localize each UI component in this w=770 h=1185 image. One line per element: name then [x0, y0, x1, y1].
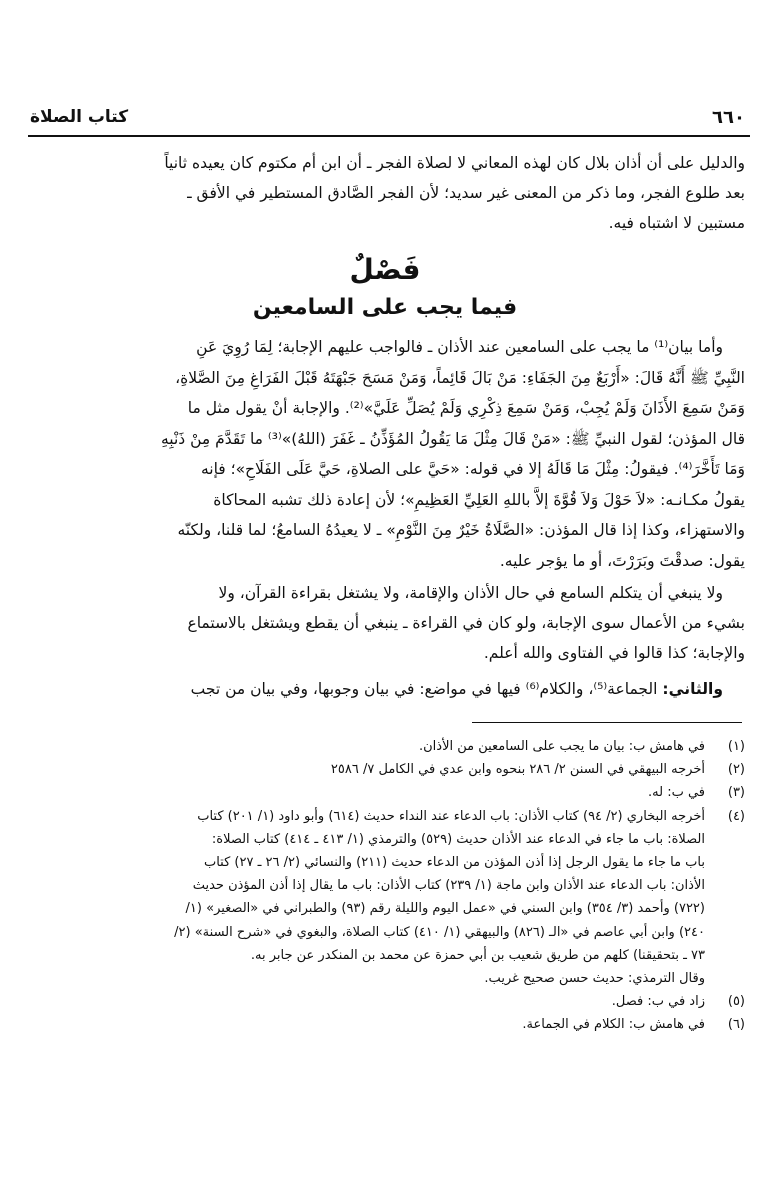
footnote-rule: [472, 722, 742, 723]
text-line: وأما بيان⁽¹⁾ ما يجب على السامعين عند الأذان ـ فالواجب عليهم الإجابة؛ لِمَا رُوِيَ عَنِ: [196, 338, 723, 356]
text-line: يقول: صدقْتَ وبَرَرْتَ، أو ما يؤجر عليه.: [499, 551, 745, 570]
footnote-line: باب ما جاء ما يقول الرجل إذا أذن المؤذن من الدعاء حديث (٢١١) والنسائي (٢/ ٢٦ ـ ٢٧) كتاب: [203, 855, 705, 871]
paragraph-text: الجماعة⁽⁵⁾، والكلام⁽⁶⁾ فيها في مواضع: في بيان وجوبها، وفي بيان من تجب: [190, 680, 663, 698]
page-number: ٦٦٠: [712, 106, 745, 128]
body-paragraph-conduct: [30, 578, 745, 668]
text-line: بعد طلوع الفجر، وما ذكر من المعنى غير سديد؛ لأن الفجر الصَّادق المستطير في الأفق ـ: [187, 184, 745, 202]
running-header: [30, 103, 745, 131]
text-line: قال المؤذن؛ لقول النبيِّ ﷺ: «مَنْ قَالَ مِثْلَ مَا يَقُولُ المُؤَذِّنُ ـ غَفَرَ (اللهُ)»⁽³⁾ ما تَقَدَّمَ مِنْ ذَنْبِهِ: [160, 429, 745, 448]
footnote-line: أخرجه البيهقي في السنن ٢/ ٢٨٦ بنحوه وابن عدي في الكامل ٧/ ٢٥٨٦: [330, 762, 705, 778]
body-paragraph-listeners: [30, 332, 745, 576]
footnote-line: في هامش ب: بيان ما يجب على السامعين من الأذان.: [418, 739, 705, 754]
footnote-line: في هامش ب: الكلام في الجماعة.: [522, 1017, 705, 1033]
footnote-line: في ب: له.: [648, 785, 705, 801]
paragraph-lead: والثاني:: [662, 680, 723, 698]
footnote-number: (٢): [727, 762, 745, 778]
footnote-number: (٤): [727, 808, 745, 824]
footnotes: [30, 735, 745, 1037]
footnote-line: وقال الترمذي: حديث حسن صحيح غريب.: [484, 971, 705, 987]
running-title: كتاب الصلاة: [30, 107, 129, 127]
text-line: والدليل على أن أذان بلال كان لهذه المعاني لا لصلاة الفجر ـ أن ابن أم مكتوم كان يعيده ثانياً: [164, 154, 745, 172]
text-line: مستبين لا اشتباه فيه.: [608, 214, 745, 232]
footnote-line: أخرجه البخاري (٢/ ٩٤) كتاب الأذان: باب الدعاء عند النداء حديث (٦١٤) وأبو داود (١/ ٢٠١) كتاب: [197, 808, 705, 824]
footnote: [30, 1013, 745, 1036]
footnote-line: ٧٣ ـ بتحقيقنا) كلهم من طريق شعيب بن أبي حمزة عن محمد بن المنكدر عن جابر به.: [250, 947, 705, 963]
footnote-line: الصلاة: باب ما جاء في الدعاء عند الأذان حديث (٥٢٩) والترمذي (١/ ٤١٣ ـ ٤١٤) كتاب الصلاة:: [211, 831, 705, 847]
text-line: والاستهزاء، وكذا إذا قال المؤذن: «الصَّلَاةُ خَيْرٌ مِنَ النَّوْمِ» ـ لا يعيدُهُ السامعُ؛ لما قلنا، ولكنّه: [177, 521, 745, 539]
text-line: والإجابة؛ كذا قالوا في الفتاوى والله أعلم.: [483, 644, 745, 662]
footnote-number: (٦): [727, 1017, 745, 1033]
footnote-number: (١): [727, 739, 745, 754]
section-heading: فَصْلٌ: [349, 253, 421, 286]
text-line: ولا ينبغي أن يتكلم السامع في حال الأذان والإقامة، ولا يشتغل بقراءة القرآن، ولا: [218, 584, 723, 602]
footnote-line: زاد في ب: فصل.: [611, 994, 705, 1010]
text-line: وَمَنْ سَمِعَ الأَذَانَ وَلَمْ يُجِبْ، وَمَنْ سَمِعَ ذِكْرِي وَلَمْ يُصَلِّ عَلَيَّ»⁽²⁾. والإجابة أنْ يقول مثل ما: [187, 399, 745, 417]
footnote-line: (٧٢٢) وأحمد (٣/ ٣٥٤) وابن السني في «عمل اليوم والليلة رقم (٩٣) والطبراني في «الصغير» (١/: [185, 901, 705, 917]
footnote-line: الأذان: باب الدعاء عند الأذان وابن ماجة (١/ ٢٣٩) كتاب الأذان: باب ما يقال إذا أذن المؤذن حديث: [192, 878, 705, 894]
footnote-number: (٣): [727, 785, 745, 801]
text-line: بشيء من الأعمال سوى الإجابة، ولو كان في القراءة ـ ينبغي أن يقطع ويشتغل بالاستماع: [187, 614, 745, 632]
footnote-line: ٢٤٠) وابن أبي عاصم في «الـ (٨٢٦) والبيهقي (١/ ٤١٠) كتاب الصلاة، والبغوي في «شرح السنة» (٢/: [174, 924, 705, 940]
footnote: [30, 781, 745, 804]
footnote-number: (٥): [727, 994, 745, 1010]
text-line: وَمَا تَأَخَّرَ⁽⁴⁾. فيقولُ: مِثْلَ مَا قَالَهُ إلا في قوله: «حَيَّ على الصلاةِ، حَيَّ عَلَى الفَلَاحِ»؛ فإنه: [200, 460, 745, 478]
section-title: فيما يجب على السامعين: [252, 295, 518, 320]
footnote: [30, 735, 745, 758]
intro-paragraph: [30, 148, 745, 238]
body-paragraph-second: [30, 674, 745, 704]
text-line: يقولُ مكـانـه: «لاَ حَوْلَ وَلاَ قُوَّةَ إلاَّ باللهِ العَلِيِّ العَظِيمِ»؛ لأن إعادة ذلك تشبه المحاكاة: [213, 490, 745, 509]
footnote-continuation: [30, 967, 745, 990]
footnote: [30, 990, 745, 1013]
text-line: النَّبِيِّ ﷺ أَنَّهُ قَالَ: «أَرْبَعٌ مِنَ الجَفَاءِ: مَنْ بَالَ قَائِماً، وَمَنْ مَسَحَ جَبْهَتَهُ قَبْلَ الفَرَاغِ مِنَ الصَّلاةِ،: [175, 368, 745, 387]
footnote: [30, 758, 745, 781]
footnote: [30, 805, 745, 967]
header-rule: [28, 135, 750, 137]
footnote-number: [705, 967, 745, 990]
